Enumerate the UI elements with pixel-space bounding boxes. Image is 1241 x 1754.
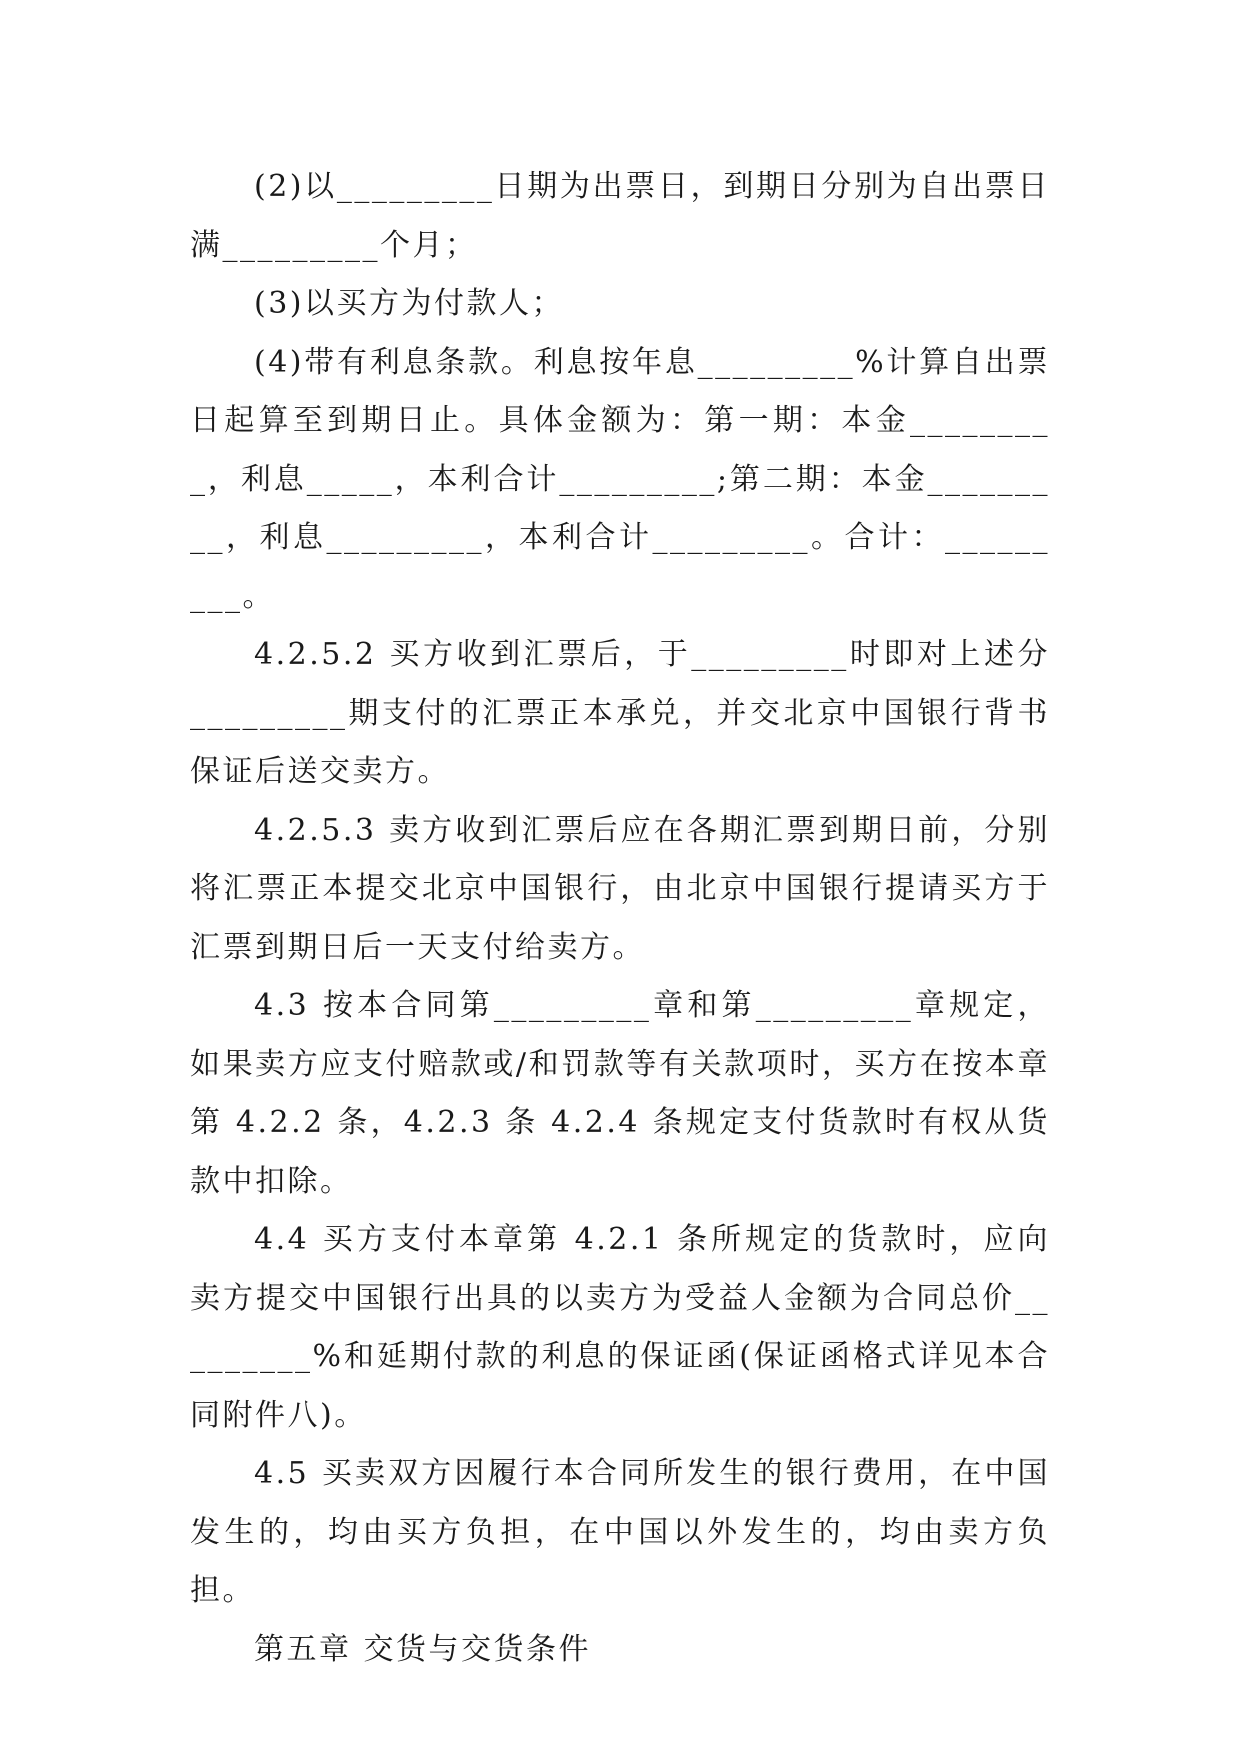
paragraph-4-4: 4.4 买方支付本章第 4.2.1 条所规定的货款时，应向卖方提交中国银行出具的以卖方为受益人金额为合同总价_________%和延期付款的利息的保证函(保证函格式详见本合同附件八)。 xyxy=(190,1222,1050,1433)
paragraph-interest-clause: (4)带有利息条款。利息按年息_________%计算自出票日起算至到期日止。具体金额为：第一期：本金_________，利息_____，本利合计_________;第二期：本金_________，利息_________，本利合计_________。合计：_________。 xyxy=(190,344,1050,614)
chapter-heading: 第五章 交货与交货条件 xyxy=(254,1631,592,1667)
document-page xyxy=(190,158,1050,1679)
paragraph-4-3: 4.3 按本合同第_________章和第_________章规定，如果卖方应支付赔款或/和罚款等有关款项时，买方在按本章第 4.2.2 条，4.2.3 条 4.2.4 条规定支付货款时有权从货款中扣除。 xyxy=(190,988,1050,1199)
paragraph-bill-date: (2)以_________日期为出票日，到期日分别为自出票日满_________个月； xyxy=(190,169,1050,263)
paragraph-4-2-5-3: 4.2.5.3 卖方收到汇票后应在各期汇票到期日前，分别将汇票正本提交北京中国银行，由北京中国银行提请买方于汇票到期日后一天支付给卖方。 xyxy=(190,812,1050,965)
paragraph-4-2-5-2: 4.2.5.2 买方收到汇票后，于_________时即对上述分_________期支付的汇票正本承兑，并交北京中国银行背书保证后送交卖方。 xyxy=(190,637,1050,789)
paragraph-payer: (3)以买方为付款人； xyxy=(254,286,564,321)
paragraph-4-5: 4.5 买卖双方因履行本合同所发生的银行费用，在中国发生的，均由买方负担，在中国以外发生的，均由卖方负担。 xyxy=(190,1456,1050,1608)
